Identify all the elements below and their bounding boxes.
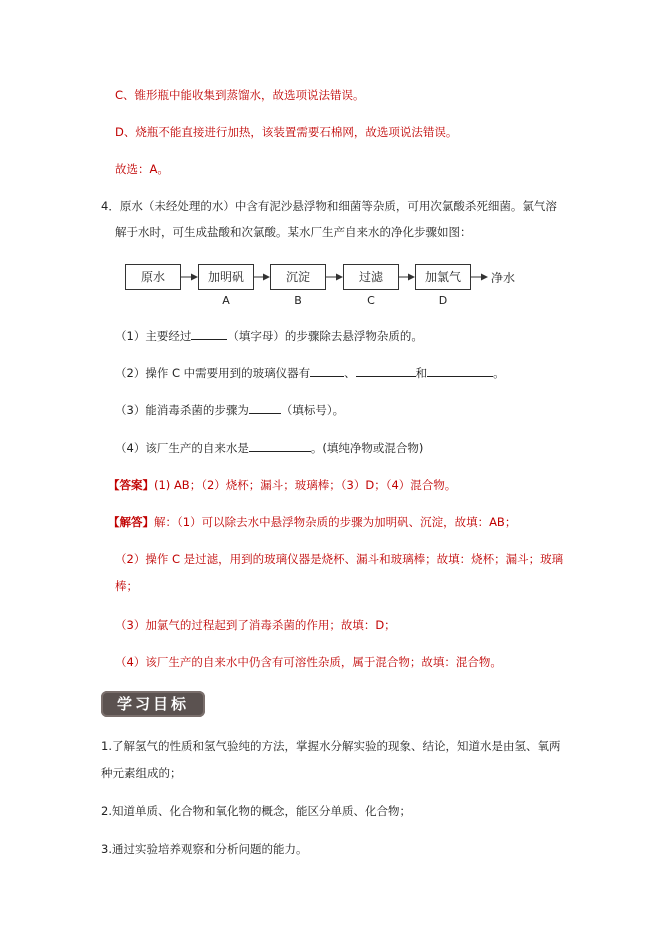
flow-step-filter: 过滤 [343,264,399,290]
objective-2: 2.知道单质、化合物和氧化物的概念，能区分单质、化合物； [101,804,411,818]
analysis-line-2b: 棒； [115,579,138,593]
analysis-line-1: 【解答】解：（1）可以除去水中悬浮物杂质的步骤为加明矾、沉淀，故填：AB； [108,515,517,529]
question-number: 4． [101,199,120,213]
flow-arrows [0,0,661,340]
analysis-line-3: （3）加氯气的过程起到了消毒杀菌的作用；故填：D； [115,618,396,632]
answer-text: (1) AB；（2）烧杯；漏斗；玻璃棒；（3）D；（4）混合物。 [154,478,457,492]
objective-1a: 1.了解氢气的性质和氢气验纯的方法，掌握水分解实验的现象、结论，知道水是由氢、氧两 [101,739,561,753]
answer-blank [356,364,416,377]
flow-label-c: C [367,294,375,307]
answer-blank [310,364,344,377]
question-4-line2: 解于水时，可生成盐酸和次氯酸。某水厂生产自来水的净化步骤如图： [115,225,472,239]
objective-3: 3.通过实验培养观察和分析问题的能力。 [101,842,308,856]
sub-question-3: （3）能消毒杀菌的步骤为 （填标号）。 [115,403,345,417]
sub-question-4: （4）该厂生产的自来水是 。(填纯净物或混合物) [115,441,424,455]
section-heading-objectives: 学习目标 [101,691,205,717]
analysis-tag: 【解答】 [108,515,154,529]
answer-blank [249,401,281,414]
answer-option-d: D、烧瓶不能直接进行加热，该装置需要石棉网，故选项说法错误。 [115,125,458,139]
answer-blank [427,364,493,377]
flow-step-raw-water: 原水 [125,264,181,290]
question-text-1: 原水（未经处理的水）中含有泥沙悬浮物和细菌等杂质，可用次氯酸杀死细菌。氯气溶 [119,199,557,213]
flow-label-d: D [438,294,448,307]
flow-step-chlorine: 加氯气 [415,264,471,290]
answer-blank [191,327,227,340]
analysis-line-2a: （2）操作 C 是过滤，用到的玻璃仪器是烧杯、漏斗和玻璃棒；故填：烧杯；漏斗；玻璃 [115,552,564,566]
answer-line [108,477,456,493]
flow-step-sediment: 沉淀 [270,264,326,290]
objective-1b: 种元素组成的； [101,766,182,780]
sub-question-1: （1）主要经过 （填字母）的步骤除去悬浮物杂质的。 [115,329,423,343]
analysis-line-4: （4）该厂生产的自来水中仍含有可溶性杂质，属于混合物；故填：混合物。 [115,655,502,669]
answer-choice: 故选：A。 [115,162,169,176]
answer-blank [249,439,311,452]
flow-end-clean-water: 净水 [491,271,516,285]
flow-label-a: A [222,294,230,307]
answer-tag: 【答案】 [108,478,154,492]
flow-label-b: B [294,294,302,307]
sub-question-2: （2）操作 C 中需要用到的玻璃仪器有 、 和 。 [115,366,505,380]
answer-option-c: C、锥形瓶中能收集到蒸馏水，故选项说法错误。 [115,88,365,102]
flow-step-alum: 加明矾 [198,264,254,290]
